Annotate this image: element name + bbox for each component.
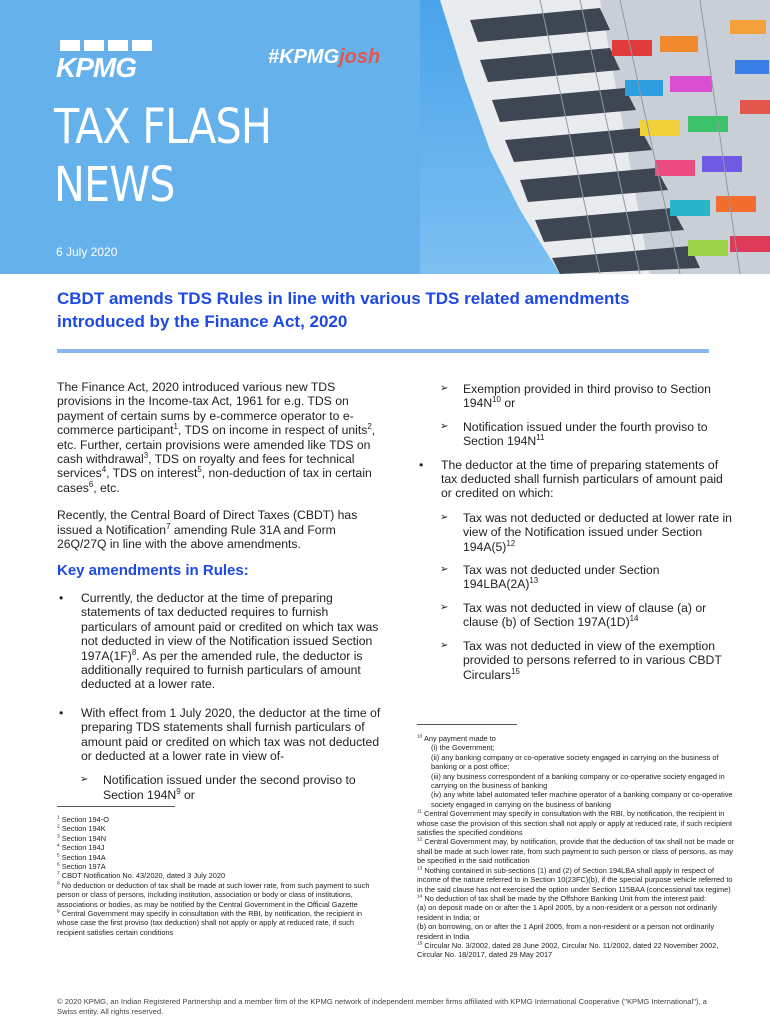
issue-date: 6 July 2020: [56, 245, 118, 259]
right-column: [417, 382, 737, 691]
title-line-1: TAX FLASH: [54, 99, 272, 155]
title-line-2: NEWS: [54, 157, 175, 213]
footnote-rule-right: [417, 724, 517, 725]
arrow-item-194n-second-proviso: ➢ Notification issued under the second proviso to Section $194N^9$ or: [57, 773, 382, 802]
key-amendments-heading: Key amendments in Rules:: [57, 562, 249, 580]
footnote-15: $^{15}$ Circular No. 3/2002, dated 28 June 2002, Circular No. 11/2002, dated 22 November 2002, Circular No. 18/2017, dated 29 May 2017: [417, 940, 719, 960]
copyright-notice: © 2020 KPMG, an Indian Registered Partnership and a member firm of the KPMG network of independent member firms affiliated with KPMG International Cooperative ("KPMG International"), a Swiss entity. All rights reserved.: [57, 997, 707, 1016]
footnote-3: $^3$ Section 194N: [57, 833, 107, 843]
headline-divider: [57, 349, 709, 353]
footnote-13: $^{13}$ Nothing contained in sub-sections (1) and (2) of Section 194LBA shall apply in respect of income of the nature referred to in Section 10(23FC)(b), if the special purpose vehicle referred to in the said clause has not exercised the option under Section 115BAA (concessional tax regime): [417, 865, 733, 894]
bullet-effective-date: • With effect from 1 July 2020, the deductor at the time of preparing TDS statements shall furnish particulars of amount paid or credited on which tax was not deducted or deducted at a lower rate in view of-: [57, 706, 382, 764]
footnote-14: $^{14}$ No deduction of tax shall be made by the Offshore Banking Unit from the interest paid:: [417, 893, 707, 903]
footnote-10-iii: (iii) any business correspondent of a banking company or co-operative society engaged in carrying on the business of banking: [431, 771, 725, 791]
footnote-4: $^4$ Section 194J: [57, 843, 105, 853]
newsletter-title: [54, 98, 271, 214]
footnote-14-a: (a) on deposit made on or after the 1 April 2005, by a non-resident or a person not ordinarily resident in India; or: [417, 903, 717, 922]
kpmg-josh-hashtag: [268, 46, 380, 69]
logo-word: KPMG: [56, 52, 136, 83]
arrow-item-194a5: ➢ Tax was not deducted or deducted at lower rate in view of the Notification issued under Section $194A(5)^{12}$: [417, 511, 737, 554]
arrow-item-cbdt-circulars: ➢ Tax was not deducted in view of the exemption provided to persons referred to in various CBDT Circulars$^{15}$: [417, 639, 737, 682]
footnote-1: $^1$ Section 194-O: [57, 815, 109, 824]
footnote-rule-left: [57, 806, 175, 807]
arrow-item-194lba: ➢ Tax was not deducted under Section $194LBA(2A)^{13}$: [417, 563, 737, 592]
arrow-item-194n-third-proviso: ➢ Exemption provided in third proviso to Section $194N^{10}$ or: [417, 382, 737, 411]
hashtag-prefix: #KPMG: [268, 46, 340, 68]
notification-paragraph: Recently, the Central Board of Direct Taxes (CBDT) has issued a Notification$^7$ amending Rule 31A and Form 26Q/27Q in line with the above amendments.: [57, 508, 358, 552]
footnote-11: $^{11}$ Central Government may specify in consultation with the RBI, by notification, the recipient in whose case the provision of this section shall not apply or apply at reduced rate, if such recipient satisfies the specified conditions: [417, 809, 733, 838]
logo-boxes: [60, 40, 152, 51]
footnote-7: $^7$ CBDT Notification No. 43/2020, dated 3 July 2020: [57, 871, 226, 881]
footnote-12: $^{12}$ Central Government may, by notification, provide that the deduction of tax shall not be made or shall be made at such lower rate, from such payment to such person or class of persons, as may be specified in the said notification: [417, 837, 735, 866]
footnote-5: $^5$ Section 194A: [57, 852, 106, 862]
footnote-8: $^8$ No deduction or deduction of tax shall be made at such lower rate, from such payment to such person or class of persons, including institution, association or body or class of institutions, associations or bodies, as may be notified by the Central Government in the Official Gazette: [57, 880, 370, 909]
headline: CBDT amends TDS Rules in line with various TDS related amendments introduced by the Finance Act, 2020: [57, 289, 630, 331]
footnote-10-i: (i) the Government;: [431, 743, 495, 753]
bullet-deductor-particulars: • The deductor at the time of preparing statements of tax deducted shall furnish particulars of amount paid or credited on which:: [417, 458, 737, 501]
left-column: [57, 380, 382, 810]
footnote-6: $^6$ Section 197A: [57, 862, 106, 872]
footnotes-right: [417, 734, 739, 960]
arrow-item-194n-fourth-proviso: ➢ Notification issued under the fourth proviso to Section $194N^{11}$: [417, 420, 737, 449]
footnote-9: $^9$ Central Government may specify in consultation with the RBI, by notification, the recipient in whose case the first proviso (tax deduction) shall not apply or apply at reduced rate, if such recipient satisfies certain conditions: [57, 909, 363, 937]
footnote-10-ii: (ii) any banking company or co-operative society engaged in carrying on the business of banking or a post office;: [431, 752, 719, 772]
footnote-2: $^2$ Section 194K: [57, 824, 106, 834]
header-banner: [0, 0, 770, 274]
footnote-10: $^{10}$ Any payment made to: [417, 734, 496, 743]
footnote-10-iv: (iv) any white label automated teller machine operator of a banking company or co-operative society engaged in carrying on the business of banking: [431, 790, 733, 809]
hashtag-suffix: josh: [339, 46, 381, 68]
footnotes-left: [57, 815, 379, 937]
arrow-item-197a1d: ➢ Tax was not deducted in view of clause (a) or clause (b) of Section $197A(1D)^{14}$: [417, 601, 737, 630]
intro-paragraph: The Finance Act, 2020 introduced various new TDS provisions in the Income-tax Act, 1961 for e.g. TDS on payment of certain sums by e-commerce operator to e-commerce participant$^1$, TDS on income in respect of units$^2$, etc. Further, certain provisions were amended like TDS on cash withdrawal$^3$, TDS on royalty and fees for technical services$^4$, TDS on interest$^5$, non-deduction of tax in certain cases$^6$, etc.: [57, 380, 376, 495]
footnote-14-b: (b) on borrowing, on or after the 1 April 2005, from a non-resident or a person not ordinarily resident in India: [417, 922, 715, 941]
kpmg-logo: [56, 40, 160, 83]
bullet-current-requirement: • Currently, the deductor at the time of preparing statements of tax deducted requires to furnish particulars of amount paid or credited on which tax was not deducted in view of the Notification issued Section $197A(1F)^8$. As per the amended rule, the deductor is additionally required to furnish particulars of amount deducted at a lower rate.: [57, 591, 382, 692]
